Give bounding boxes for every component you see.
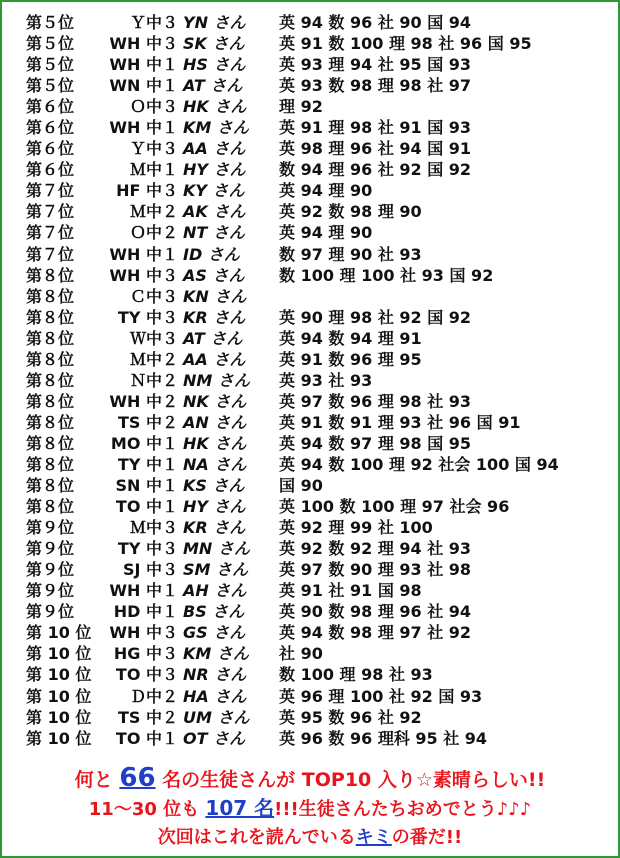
rank-label: 第 10 位 (26, 623, 92, 643)
rank-label: 第８位 (26, 412, 75, 432)
rank-label: 第７位 (26, 181, 75, 201)
school-grade: Ｃ中３ (129, 286, 178, 306)
ranking-row (2, 138, 618, 159)
school-grade: WH 中１ (109, 55, 178, 75)
school-grade: TY 中１ (117, 454, 178, 474)
rank-label: 第６位 (26, 118, 75, 138)
subject-scores: 英 91 数 100 理 98 社 96 国 95 (279, 34, 532, 54)
subject-scores: 英 91 理 98 社 91 国 93 (279, 118, 472, 138)
ranking-row (2, 412, 618, 433)
student-initials: OT さん (183, 728, 246, 748)
student-initials: AA さん (183, 139, 246, 159)
school-grade: Ｄ中２ (129, 686, 178, 706)
rank-label: 第６位 (26, 160, 75, 180)
student-initials: MN さん (183, 539, 250, 559)
school-grade: WN 中１ (109, 76, 178, 96)
student-initials: NM さん (183, 370, 250, 390)
subject-scores: 英 94 理 90 (279, 181, 373, 201)
school-grade: TS 中２ (117, 412, 178, 432)
ranking-row (2, 622, 618, 643)
school-grade: WH 中３ (109, 265, 178, 285)
ranking-row (2, 391, 618, 412)
school-grade: Ｙ中３ (129, 139, 178, 159)
subject-scores: 英 97 数 96 理 98 社 93 (279, 391, 472, 411)
school-grade: Ｍ中１ (129, 160, 178, 180)
subject-scores: 英 97 数 90 理 93 社 98 (279, 560, 472, 580)
ranking-row (2, 538, 618, 559)
student-initials: SM さん (183, 560, 249, 580)
school-grade: WH 中３ (109, 623, 178, 643)
subject-scores: 英 94 数 98 理 97 社 92 (279, 623, 472, 643)
school-grade: WH 中１ (109, 581, 178, 601)
ranking-row (2, 686, 618, 707)
rank-label: 第 10 位 (26, 665, 92, 685)
ranking-row (2, 454, 618, 475)
subject-scores: 英 92 数 92 理 94 社 93 (279, 539, 472, 559)
ranking-row (2, 643, 618, 664)
student-initials: HS さん (183, 55, 246, 75)
subject-scores: 社 90 (279, 644, 323, 664)
subject-scores: 英 100 数 100 理 97 社会 96 (279, 497, 510, 517)
rank-label: 第７位 (26, 244, 75, 264)
rank-label: 第５位 (26, 34, 75, 54)
student-initials: NA さん (183, 454, 247, 474)
ranking-row (2, 707, 618, 728)
school-grade: Ｎ中２ (129, 370, 178, 390)
rank-label: 第８位 (26, 349, 75, 369)
subject-scores: 英 94 数 97 理 98 国 95 (279, 433, 472, 453)
ranking-row (2, 580, 618, 601)
student-initials: KN さん (183, 286, 247, 306)
subject-scores: 英 91 数 91 理 93 社 96 国 91 (279, 412, 521, 432)
student-initials: BS さん (183, 602, 245, 622)
ranking-row (2, 180, 618, 201)
subject-scores: 英 94 理 90 (279, 223, 373, 243)
footer-line-1-prefix: 何と (74, 769, 120, 791)
ranking-row (2, 664, 618, 685)
ranking-row (2, 433, 618, 454)
congrats-footer (2, 764, 618, 852)
ranking-row (2, 328, 618, 349)
subject-scores: 英 98 理 96 社 94 国 91 (279, 139, 472, 159)
footer-line-3-suffix: の番だ!! (391, 827, 463, 848)
kimi-highlight: キミ (355, 827, 392, 848)
ranking-row (2, 222, 618, 243)
subject-scores: 英 92 理 99 社 100 (279, 518, 433, 538)
ranking-row (2, 12, 618, 33)
student-initials: NT さん (183, 223, 245, 243)
school-grade: TY 中３ (117, 307, 178, 327)
student-initials: NR さん (183, 665, 247, 685)
ranking-row (2, 96, 618, 117)
rank-label: 第８位 (26, 497, 75, 517)
subject-scores: 英 90 数 98 理 96 社 94 (279, 602, 472, 622)
subject-scores: 英 90 理 98 社 92 国 92 (279, 307, 472, 327)
student-initials: HK さん (183, 433, 247, 453)
rank-label: 第９位 (26, 602, 75, 622)
footer-line-2 (2, 794, 618, 824)
ranking-row (2, 601, 618, 622)
rank-label: 第８位 (26, 476, 75, 496)
footer-line-3 (2, 824, 618, 852)
subject-scores: 英 95 数 96 社 92 (279, 707, 422, 727)
ranking-row (2, 559, 618, 580)
ranking-row (2, 75, 618, 96)
ranking-row (2, 201, 618, 222)
rank-11-30-count: 107 名 (205, 796, 275, 820)
footer-line-1-suffix: 名の生徒さんが TOP10 入り☆素晴らしい!! (155, 769, 546, 791)
ranking-row (2, 244, 618, 265)
school-grade: Ｗ中３ (129, 328, 178, 348)
school-grade: HD 中１ (113, 602, 178, 622)
footer-line-1 (2, 764, 618, 794)
ranking-row (2, 728, 618, 749)
footer-line-3-prefix: 次回はこれを読んでいる (157, 827, 356, 848)
student-initials: KR さん (183, 518, 246, 538)
school-grade: Ｙ中３ (129, 13, 178, 32)
school-grade: HG 中３ (113, 644, 178, 664)
school-grade: TO 中１ (115, 728, 178, 748)
subject-scores: 理 92 (279, 97, 323, 117)
school-grade: TO 中３ (115, 665, 178, 685)
school-grade: Ｏ中２ (129, 223, 178, 243)
student-initials: SK さん (183, 34, 245, 54)
subject-scores: 数 97 理 90 社 93 (279, 244, 422, 264)
footer-line-2-suffix: !!!生徒さんたちおめでとう♪♪♪ (274, 799, 532, 820)
rank-label: 第９位 (26, 518, 75, 538)
subject-scores: 英 93 理 94 社 95 国 93 (279, 55, 472, 75)
school-grade: WH 中１ (109, 244, 178, 264)
rank-label: 第８位 (26, 454, 75, 474)
rank-label: 第 10 位 (26, 644, 92, 664)
subject-scores: 英 93 社 93 (279, 370, 373, 390)
ranking-row (2, 286, 618, 307)
student-initials: HA さん (183, 686, 247, 706)
subject-scores: 英 93 数 98 理 98 社 97 (279, 76, 472, 96)
subject-scores: 英 92 数 98 理 90 (279, 202, 422, 222)
ranking-row (2, 517, 618, 538)
rank-label: 第９位 (26, 539, 75, 559)
subject-scores: 英 91 数 96 理 95 (279, 349, 422, 369)
student-initials: KS さん (183, 476, 245, 496)
subject-scores: 英 94 数 96 社 90 国 94 (279, 13, 472, 32)
student-initials: AS さん (183, 265, 245, 285)
rank-label: 第８位 (26, 307, 75, 327)
school-grade: WH 中２ (109, 391, 178, 411)
rank-label: 第７位 (26, 223, 75, 243)
student-initials: ID さん (183, 244, 240, 264)
rank-label: 第６位 (26, 139, 75, 159)
student-initials: HY さん (183, 160, 246, 180)
rank-label: 第８位 (26, 328, 75, 348)
school-grade: WH 中３ (109, 34, 178, 54)
student-initials: YN さん (183, 13, 246, 32)
rank-label: 第８位 (26, 433, 75, 453)
student-initials: AA さん (183, 349, 246, 369)
school-grade: TS 中２ (117, 707, 178, 727)
student-initials: KR さん (183, 307, 246, 327)
student-initials: AH さん (183, 581, 247, 601)
subject-scores: 英 94 数 100 理 92 社会 100 国 94 (279, 454, 559, 474)
footer-line-2-prefix: 11～30 位も (88, 799, 206, 820)
school-grade: WH 中１ (109, 118, 178, 138)
subject-scores: 数 94 理 96 社 92 国 92 (279, 160, 472, 180)
student-initials: KM さん (183, 118, 249, 138)
subject-scores: 英 91 社 91 国 98 (279, 581, 422, 601)
student-initials: AK さん (183, 202, 246, 222)
student-initials: HK さん (183, 97, 247, 117)
rank-label: 第６位 (26, 97, 75, 117)
ranking-row (2, 349, 618, 370)
student-initials: KY さん (183, 181, 245, 201)
school-grade: Ｍ中２ (129, 349, 178, 369)
student-initials: KM さん (183, 644, 249, 664)
subject-scores: 数 100 理 100 社 93 国 92 (279, 265, 494, 285)
rank-label: 第８位 (26, 391, 75, 411)
rank-label: 第９位 (26, 560, 75, 580)
student-initials: AT さん (183, 76, 243, 96)
ranking-list (2, 12, 618, 749)
school-grade: Ｍ中２ (129, 202, 178, 222)
subject-scores: 英 94 数 94 理 91 (279, 328, 422, 348)
rank-label: 第 10 位 (26, 728, 92, 748)
ranking-row (2, 54, 618, 75)
ranking-row (2, 265, 618, 286)
rank-label: 第８位 (26, 265, 75, 285)
subject-scores: 英 96 数 96 理科 95 社 94 (279, 728, 488, 748)
school-grade: SN 中１ (115, 476, 178, 496)
subject-scores: 英 96 理 100 社 92 国 93 (279, 686, 483, 706)
subject-scores: 数 100 理 98 社 93 (279, 665, 433, 685)
rank-label: 第８位 (26, 286, 75, 306)
ranking-row (2, 496, 618, 517)
student-initials: AT さん (183, 328, 243, 348)
school-grade: MO 中１ (110, 433, 178, 453)
rank-label: 第７位 (26, 202, 75, 222)
rank-label: 第８位 (26, 370, 75, 390)
school-grade: TY 中３ (117, 539, 178, 559)
school-grade: Ｍ中３ (129, 518, 178, 538)
rank-label: 第９位 (26, 581, 75, 601)
ranking-row (2, 307, 618, 328)
school-grade: SJ 中３ (122, 560, 178, 580)
ranking-row (2, 117, 618, 138)
school-grade: TO 中１ (115, 497, 178, 517)
rank-label: 第５位 (26, 55, 75, 75)
ranking-row (2, 159, 618, 180)
ranking-row (2, 33, 618, 54)
subject-scores: 国 90 (279, 476, 323, 496)
student-initials: HY さん (183, 497, 246, 517)
rank-label: 第 10 位 (26, 686, 92, 706)
ranking-row (2, 475, 618, 496)
student-initials: GS さん (183, 623, 246, 643)
student-initials: AN さん (183, 412, 247, 432)
rank-label: 第 10 位 (26, 707, 92, 727)
school-grade: HF 中３ (116, 181, 178, 201)
ranking-row (2, 370, 618, 391)
student-initials: UM さん (183, 707, 250, 727)
top10-count: 66 (119, 763, 156, 793)
school-grade: Ｏ中３ (129, 97, 178, 117)
rank-label: 第５位 (26, 13, 75, 32)
student-initials: NK さん (183, 391, 247, 411)
rank-label: 第５位 (26, 76, 75, 96)
